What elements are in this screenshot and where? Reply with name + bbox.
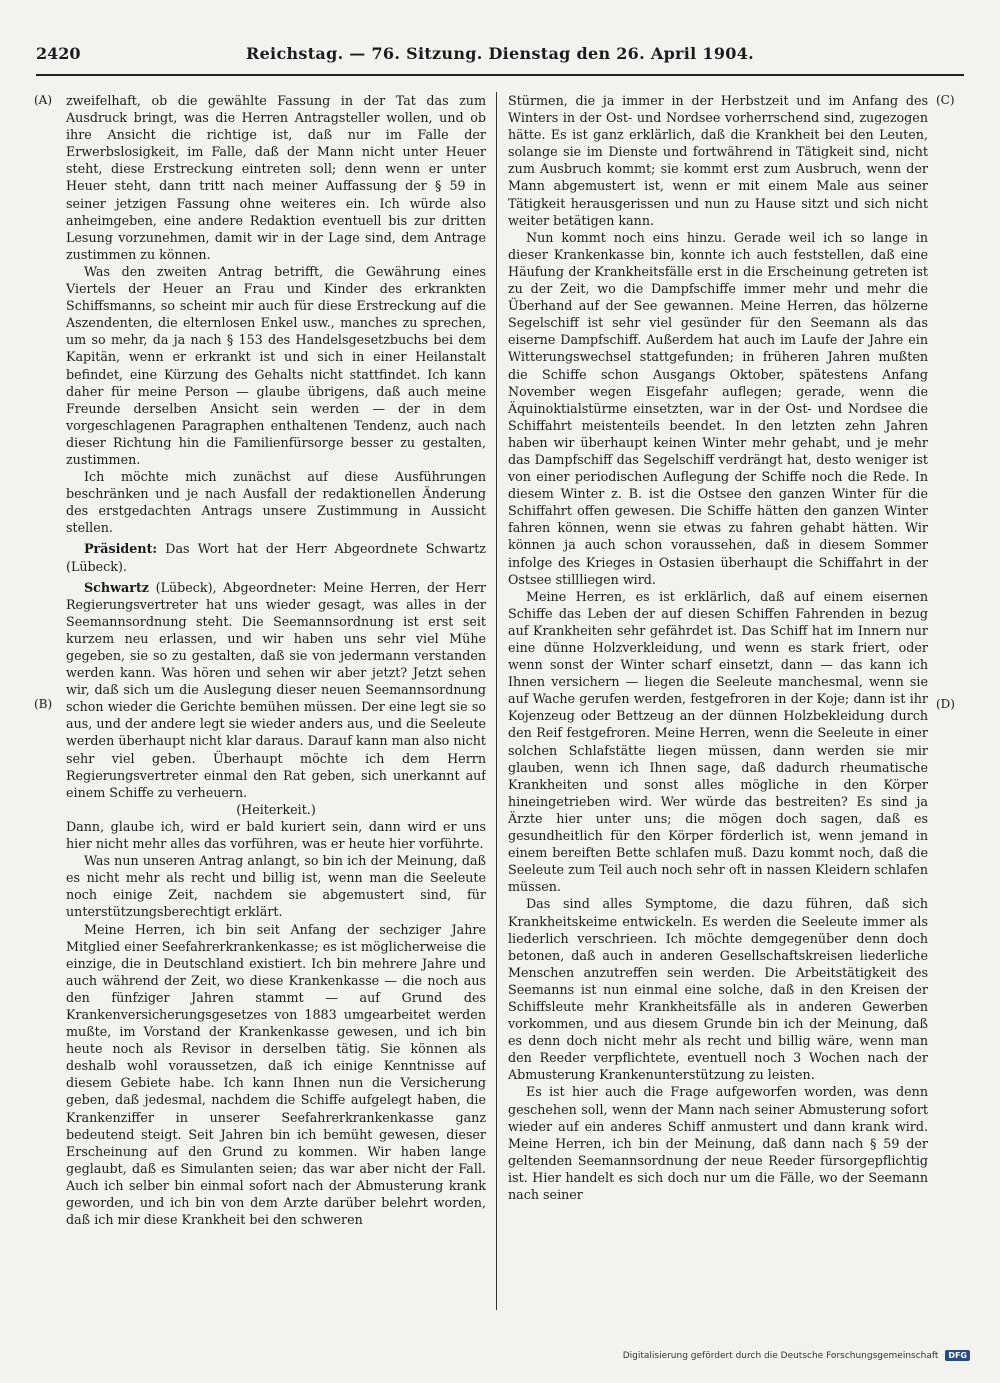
paragraph: zweifelhaft, ob die gewählte Fassung in der Tat das zum Ausdruck bringt, was die Herren Antragsteller wollen, und ob ihre Ansicht die richtige ist, daß nur im Falle der Erwerbslosigkeit, im Falle, daß der Mann nicht unter Heuer steht, diese Erstreckung eintreten soll; denn wenn er unter Heuer steht, dann tritt nach meiner Auffassung der § 59 in seiner jetzigen Fassung ohne weiteres ein. Ich würde also anheimgeben, eine andere Redaktion eventuell bis zur dritten Lesung vorzunehmen, damit wir in der Lage sind, dem Antrage zustimmen zu können. [66, 93, 486, 262]
paragraph: Was den zweiten Antrag betrifft, die Gewährung eines Viertels der Heuer an Frau und Kinder des erkrankten Schiffsmanns, so scheint mir auch für diese Erstreckung auf die Aszendenten, die elternlosen Enkel usw., manches zu sprechen, um so mehr, da ja nach § 153 des Handelsgesetzbuchs bei dem Kapitän, wenn er erkrankt ist und sich in einer Heilanstalt befindet, eine Kürzung des Gehalts nicht stattfindet. Ich kann daher für meine Person — glaube übrigens, daß auch meine Freunde derselben Ansicht sein werden — der in dem vorgeschlagenen Paragraphen enthaltenen Tendenz, auch nach dieser Richtung hin die Familienfürsorge besser zu gestalten, zustimmen. [66, 263, 486, 467]
column-divider [496, 92, 497, 1310]
speaker-paragraph [66, 579, 486, 801]
footer [623, 1350, 970, 1361]
speaker-text: Das Wort hat der Herr Abgeordnete Schwartz (Lübeck). [66, 541, 486, 574]
page-number: 2420 [36, 44, 81, 63]
page-header [36, 40, 964, 76]
left-column [66, 92, 486, 1310]
right-column [508, 92, 928, 1310]
running-head: Reichstag. — 76. Sitzung. Dienstag den 26. April 1904. [245, 44, 755, 63]
paragraph: Stürmen, die ja immer in der Herbstzeit und im Anfang des Winters in der Ost- und Nordsee vorherrschend sind, zugezogen hätte. Es ist ganz erklärlich, daß die Krankheit bei den Leuten, solange sie im Dienste und fortwährend in Tätigkeit sind, nicht zum Ausbruch kommt; sie kommt erst zum Ausbruch, wenn der Mann abgemustert ist, wenn er mit einem Male aus seiner Tätigkeit herausgerissen und nun zu Hause sitzt und sich nicht weiter betätigen kann. [508, 93, 928, 228]
margin-marker-a: (A) [34, 93, 53, 107]
paragraph: Das sind alles Symptome, die dazu führen, daß sich Krankheitskeime entwickeln. Es werden die Seeleute immer als liederlich verschrieen. Ich möchte demgegenüber denn doch betonen, daß auch in anderen Gesellschaftskreisen liederliche Menschen anzutreffen sein werden. Die Arbeitstätigkeit des Seemanns ist nun einmal eine solche, daß in den Kreisen der Schiffsleute mehr Krankheitsfälle als in anderen Gewerben vorkommen, und aus diesem Grunde bin ich der Meinung, daß es denn doch nicht mehr als recht und billig wäre, wenn man den Reeder verpflichtete, eventuell noch 3 Wochen nach der Abmusterung Krankenunterstützung zu leisten. [508, 896, 928, 1083]
paragraph: Dann, glaube ich, wird er bald kuriert sein, dann wird er uns hier nicht mehr alles das vorführen, was er heute hier vorführte. [66, 818, 486, 852]
paragraph: Was nun unseren Antrag anlangt, so bin ich der Meinung, daß es nicht mehr als recht und billig ist, wenn man die Seeleute noch einige Zeit, nachdem sie abgemustert sind, für unterstützungsberechtigt erklärt. [66, 853, 486, 920]
dfg-logo-icon: DFG [945, 1350, 970, 1361]
interjection: (Heiterkeit.) [236, 801, 316, 817]
paragraph: Nun kommt noch eins hinzu. Gerade weil ich so lange in dieser Krankenkasse bin, konnte ich auch feststellen, daß eine Häufung der Krankheitsfälle erst in die Erscheinung getreten ist zu der Zeit, wo die Dampfschiffe immer mehr und mehr die Überhand auf der See gewannen. Meine Herren, das hölzerne Segelschiff ist sehr viel gesünder für den Seemann als das eiserne Dampfschiff. Außerdem hat auch im Laufe der Jahre ein Witterungswechsel stattgefunden; in früheren Jahren mußten die Schiffe schon Ausgangs Oktober, spätestens Anfang November wegen Eisgefahr auflegen; gerade, wenn die Äquinoktialstürme einsetzten, war in der Ost- und Nordsee die Schiffahrt meistenteils beendet. In den letzten zehn Jahren haben wir überhaupt keinen Winter mehr gehabt, und je mehr das Dampfschiff das Segelschiff verdrängt hat, desto weniger ist von einer periodischen Auflegung der Schiffe noch die Rede. In diesem Winter z. B. ist die Ostsee den ganzen Winter für die Schiffahrt offen gewesen. Die Schiffe hätten den ganzen Winter fahren können, wenn sie etwas zu fahren gehabt hätten. Wir können ja auch schon voraussehen, daß in diesem Sommer infolge des Krieges in Ostasien überhaupt die Schiffahrt in der Ostsee stillliegen wird. [508, 229, 928, 587]
margin-marker-d: (D) [936, 697, 955, 711]
margin-marker-c: (C) [936, 93, 955, 107]
speaker-text: (Lübeck), Abgeordneter: Meine Herren, der Herr Regierungsvertreter hat uns wieder gesagt, was alles in der Seemannsordnung steht. Die Seemannsordnung ist erst seit kurzem neu erlassen, und wir haben uns sehr viel Mühe gegeben, sie so zu gestalten, daß sie von jedermann verstanden werden kann. Was hören und sehen wir aber jetzt? Jetzt sehen wir, daß sich um die Auslegung dieser neuen Seemannsordnung schon wieder die Gerichte bemühen müssen. Der eine legt sie so aus, und der andere legt sie wieder anders aus, und die Seeleute werden überhaupt nicht klar daraus. Darauf kann man also nicht sehr viel geben. Überhaupt möchte ich dem Herrn Regierungsvertreter einmal den Rat geben, sich unerkannt auf einem Schiffe zu verheuern. [66, 579, 486, 800]
paragraph: Meine Herren, es ist erklärlich, daß auf einem eisernen Schiffe das Leben der auf diesen Schiffen Fahrenden in bezug auf Krankheiten sehr gefährdet ist. Das Schiff hat im Innern nur eine dünne Holzverkleidung, und wenn es stark friert, oder wenn sonst der Winter scharf einsetzt, dann — das kann ich Ihnen versichern — liegen die Seeleute manchesmal, wenn sie auf Wache gerufen werden, festgefroren in der Koje; dann ist ihr Kojenzeug oder Bettzeug an der dünnen Holzbekleidung durch den Reif festgefroren. Meine Herren, wenn die Seeleute in einer solchen Schlafstätte liegen müssen, dann werden sie mir glauben, wenn ich Ihnen sage, daß dadurch rheumatische Krankheiten und sonst alles mögliche in den Körper hineingetrieben wird. Wer würde das bestreiten? Es sind ja Ärzte hier unter uns; die mögen doch sagen, daß es gesundheitlich für den Körper förderlich ist, wenn jemand in einem bereiften Bette schlafen muß. Dazu kommt noch, daß die Seeleute zum Teil auch noch sehr oft in nassen Kleidern schlafen müssen. [508, 588, 928, 895]
footer-credit: Digitalisierung gefördert durch die Deutsche Forschungsgemeinschaft [622, 1351, 939, 1361]
paragraph: Es ist hier auch die Frage aufgeworfen worden, was denn geschehen soll, wenn der Mann nach seiner Abmusterung sofort wieder auf ein anderes Schiff anmustert und dann krank wird. Meine Herren, ich bin der Meinung, daß dann nach § 59 der geltenden Seemannsordnung der neue Reeder fürsorgepflichtig ist. Hier handelt es sich doch nur um die Fälle, wo der Seemann nach seiner [508, 1084, 928, 1202]
margin-marker-b: (B) [34, 697, 53, 711]
paragraph: Ich möchte mich zunächst auf diese Ausführungen beschränken und je nach Ausfall der redaktionellen Änderung des erstgedachten Antrags unsere Zustimmung in Aussicht stellen. [66, 469, 486, 536]
paragraph: Meine Herren, ich bin seit Anfang der sechziger Jahre Mitglied einer Seefahrerkrankenkasse; es ist möglicherweise die einzige, die in Deutschland existiert. Ich bin mehrere Jahre und auch während der Zeit, wo diese Krankenkasse — die noch aus den fünfziger Jahren stammt — auf Grund des Krankenversicherungsgesetzes von 1883 umgearbeitet werden mußte, im Vorstand der Krankenkasse gewesen, und ich bin heute noch als Revisor in derselben tätig. Sie können als deshalb wohl voraussetzen, daß ich einige Kenntnisse auf diesem Gebiete habe. Ich kann Ihnen nun die Versicherung geben, daß jedesmal, nachdem die Schiffe aufgelegt haben, die Krankenziffer in unserer Seefahrerkrankenkasse ganz bedeutend steigt. Seit Jahren bin ich bemüht gewesen, dieser Erscheinung auf den Grund zu kommen. Wir haben lange geglaubt, daß es Simulanten seien; das war aber nicht der Fall. Auch ich selber bin einmal sofort nach der Abmusterung krank geworden, und ich bin von dem Arzte darüber belehrt worden, daß ich mir diese Krankheit bei den schweren [66, 921, 486, 1228]
speaker-paragraph [66, 540, 486, 574]
speaker-name: Schwartz [84, 579, 150, 595]
speaker-name: Präsident: [84, 541, 158, 557]
